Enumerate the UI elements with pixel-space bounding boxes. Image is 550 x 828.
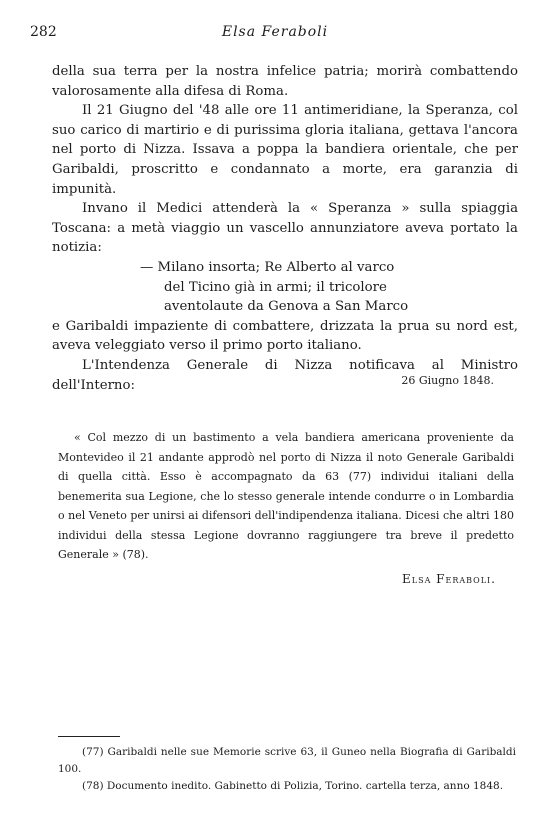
- verse-line-3: aventolaute da Genova a San Marco: [164, 299, 409, 315]
- paragraph-1: della sua terra per la nostra infelice patria; morirà combattendo valorosamente alla difesa di Roma.: [52, 64, 518, 99]
- paragraph-5: L'Intendenza Generale di Nizza notificava al Ministro dell'Interno:: [52, 357, 518, 393]
- footnotes: [58, 744, 516, 795]
- quoted-document: [58, 428, 514, 565]
- page-number: 282: [30, 24, 57, 40]
- paragraph-3: Invano il Medici attenderà la « Speranza » sulla spiaggia Toscana: a metà viaggio un vascello annunziatore aveva portato la notizia:: [52, 201, 518, 256]
- main-text: [52, 62, 518, 395]
- quoted-text: « Col mezzo di un bastimento a vela bandiera americana proveniente da Montevideo il 21 andante approdò nel porto di Nizza il noto Generale Garibaldi di quella città. Esso è accompagnato da 63 (77) individui italiani della benemerita sua Legione, che lo stesso generale intende condurre o in Lombardia o nel Veneto per unirsi ai difensori dell'indipendenza italiana. Dicesi che altri 180 individui della stessa Legione dovranno raggiungere tra breve il predetto Generale » (78).: [58, 431, 514, 561]
- footnote-78: (78) Documento inedito. Gabinetto di Polizia, Torino. cartella terza, anno 1848.: [82, 780, 504, 792]
- page-header: [30, 24, 520, 44]
- verse-line-1: — Milano insorta; Re Alberto al varco: [140, 259, 395, 275]
- paragraph-4: e Garibaldi impaziente di combattere, drizzata la prua su nord est, aveva veleggiato verso il primo porto italiano.: [52, 318, 518, 354]
- running-head: Elsa Feraboli: [221, 24, 329, 40]
- paragraph-2: Il 21 Giugno del '48 alle ore 11 antimeridiane, la Speranza, col suo carico di martirio e di purissima gloria italiana, gettava l'ancora nel porto di Nizza. Issava a poppa la bandiera orientale, che per Garibaldi, proscritto e condannato a morte, era garanzia di impunità.: [52, 103, 518, 197]
- author-signature: Elsa Feraboli.: [402, 572, 496, 586]
- verse-line-2: del Ticino già in armi; il tricolore: [164, 279, 387, 295]
- document-date: 26 Giugno 1848.: [401, 374, 494, 387]
- footnote-77: (77) Garibaldi nelle sue Memorie scrive 63, il Guneo nella Biografia di Garibaldi 100.: [58, 746, 516, 775]
- verse-quotation: [52, 258, 518, 317]
- footnote-divider: [58, 736, 120, 737]
